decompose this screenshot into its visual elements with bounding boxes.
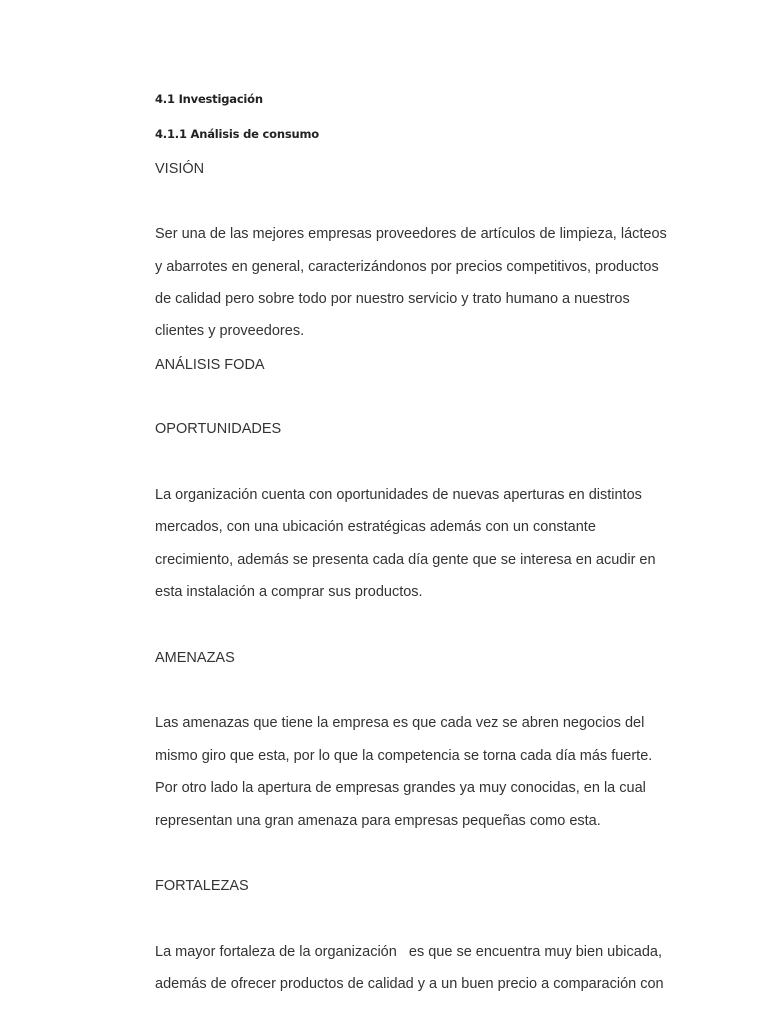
fortalezas-paragraph-line: además de ofrecer productos de calidad y a un buen precio a comparación con bbox=[155, 976, 664, 992]
amenazas-paragraph-line: representan una gran amenaza para empresas pequeñas como esta. bbox=[155, 813, 601, 829]
fortalezas-paragraph-line: La mayor fortaleza de la organización es que se encuentra muy bien ubicada, bbox=[155, 944, 663, 960]
oportunidades-title: OPORTUNIDADES bbox=[155, 421, 282, 437]
amenazas-title: AMENAZAS bbox=[155, 650, 235, 666]
amenazas-paragraph-line: Por otro lado la apertura de empresas grandes ya muy conocidas, en la cual bbox=[155, 780, 646, 796]
vision-paragraph-line: y abarrotes en general, caracterizándonos por precios competitivos, productos bbox=[155, 259, 659, 275]
vision-paragraph-line: Ser una de las mejores empresas proveedores de artículos de limpieza, lácteos bbox=[155, 226, 667, 242]
amenazas-paragraph-line: Las amenazas que tiene la empresa es que cada vez se abren negocios del bbox=[155, 715, 645, 731]
amenazas-paragraph-line: mismo giro que esta, por lo que la competencia se torna cada día más fuerte. bbox=[155, 748, 653, 764]
foda-title: ANÁLISIS FODA bbox=[155, 357, 265, 373]
vision-paragraph-line: de calidad pero sobre todo por nuestro servicio y trato humano a nuestros bbox=[155, 291, 630, 307]
vision-title: VISIÓN bbox=[155, 161, 205, 177]
oportunidades-paragraph-line: La organización cuenta con oportunidades de nuevas aperturas en distintos bbox=[155, 487, 642, 503]
oportunidades-paragraph-line: mercados, con una ubicación estratégicas además con un constante bbox=[155, 519, 596, 535]
vision-paragraph-line: clientes y proveedores. bbox=[155, 323, 305, 339]
fortalezas-title: FORTALEZAS bbox=[155, 878, 249, 894]
section-heading-investigacion: 4.1 Investigación bbox=[155, 92, 263, 106]
subsection-heading-analisis-consumo: 4.1.1 Análisis de consumo bbox=[155, 127, 319, 141]
oportunidades-paragraph-line: crecimiento, además se presenta cada día gente que se interesa en acudir en bbox=[155, 552, 656, 568]
oportunidades-paragraph-line: esta instalación a comprar sus productos. bbox=[155, 584, 423, 600]
